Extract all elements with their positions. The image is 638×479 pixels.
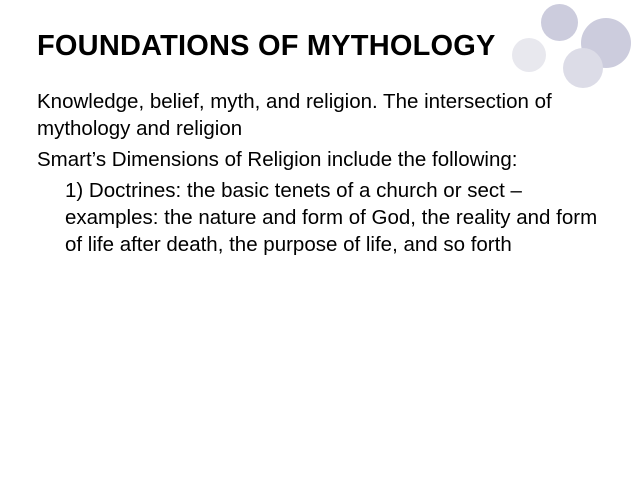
slide-title: FOUNDATIONS OF MYTHOLOGY: [37, 30, 496, 62]
decor-circle: [512, 38, 546, 72]
sub-point: 1) Doctrines: the basic tenets of a church or sect – examples: the nature and form of God, the reality and form of life after death, the purpose of life, and so forth: [65, 179, 598, 256]
decor-circle: [563, 48, 603, 88]
slide-body: [37, 88, 607, 258]
body-paragraph: Smart’s Dimensions of Religion include the following:: [37, 148, 518, 171]
decor-circle: [541, 4, 578, 41]
body-paragraph: Knowledge, belief, myth, and religion. The intersection of mythology and religion: [37, 90, 552, 140]
